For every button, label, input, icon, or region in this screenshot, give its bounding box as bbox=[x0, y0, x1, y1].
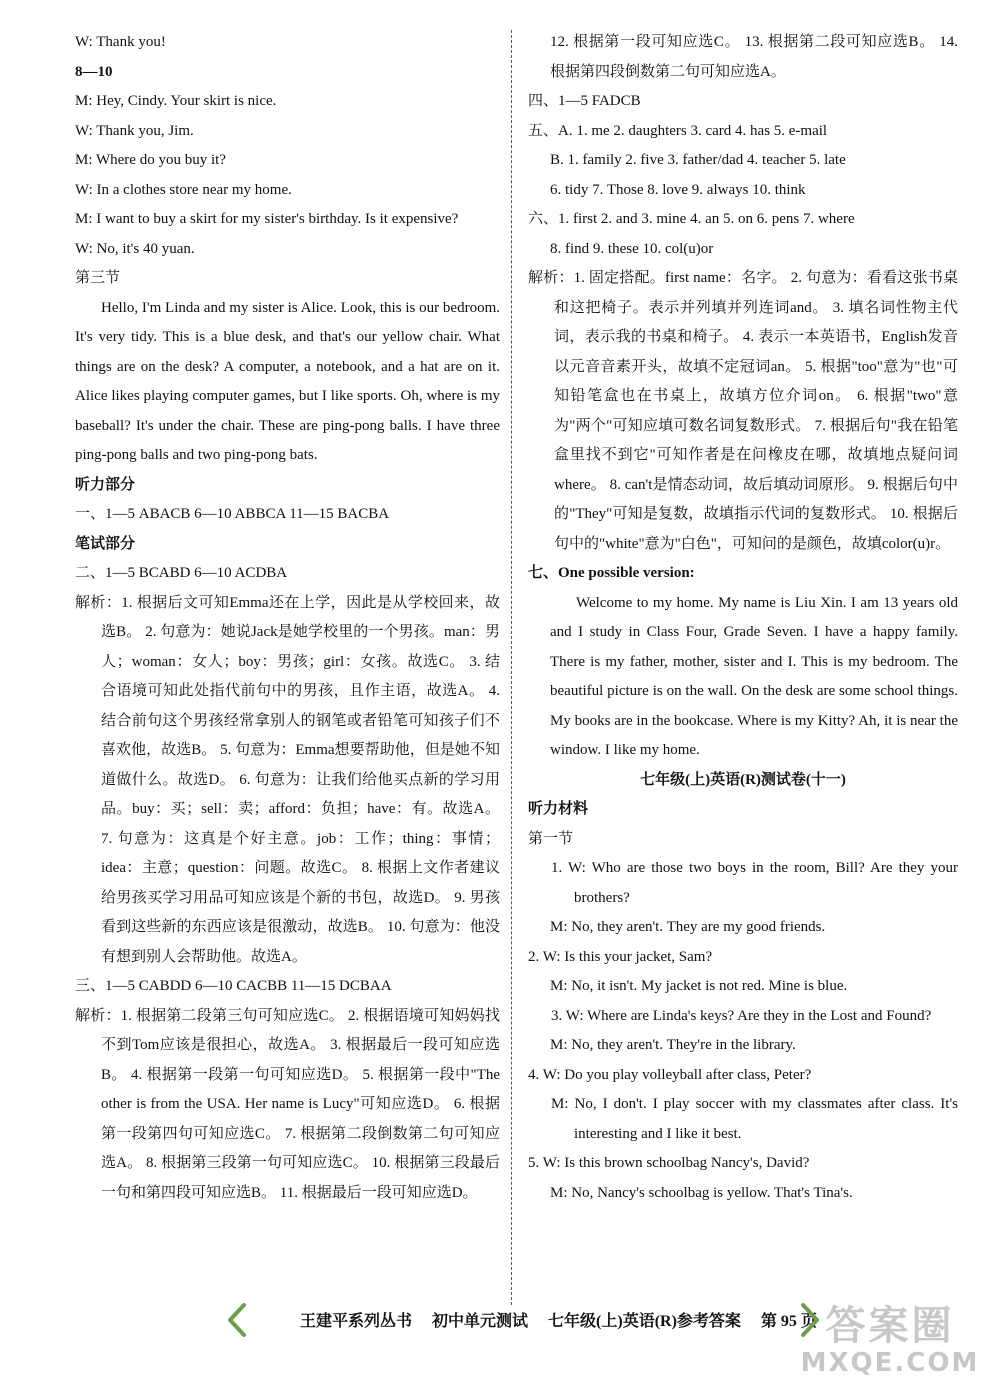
answer-line: 六、1. first 2. and 3. mine 4. an 5. on 6. pens 7. where bbox=[528, 211, 855, 227]
right-column bbox=[528, 28, 958, 1208]
dialogue-line: 4. W: Do you play volleyball after class, Peter? bbox=[528, 1066, 812, 1083]
book-name: 初中单元测试 bbox=[432, 1313, 529, 1330]
watermark bbox=[790, 1303, 990, 1383]
answer-line: 8. find 9. these 10. col(u)or bbox=[550, 240, 714, 257]
explanation: 12. 根据第一段可知应选C。 13. 根据第二段可知应选B。 14. 根据第四段倒数第二句可知应选A。 bbox=[550, 34, 958, 80]
subject-name: 七年级(上)英语(R)参考答案 bbox=[548, 1313, 741, 1330]
dialogue-line: 3. W: Where are Linda's keys? Are they in the Lost and Found? bbox=[551, 1007, 932, 1024]
dialogue-line: M: No, I don't. I play soccer with my classmates after class. It's interesting and I like it best. bbox=[551, 1096, 958, 1142]
dialogue-line: M: No, they aren't. They are my good friends. bbox=[550, 919, 826, 935]
dialogue-line: W: In a clothes store near my home. bbox=[75, 181, 292, 198]
answer-line: 二、1—5 BCABD 6—10 ACDBA bbox=[75, 565, 288, 581]
answer-line: 五、A. 1. me 2. daughters 3. card 4. has 5. e-mail bbox=[528, 122, 828, 139]
column-divider bbox=[511, 30, 512, 1305]
dialogue-line: 2. W: Is this your jacket, Sam? bbox=[528, 948, 713, 965]
essay: Welcome to my home. My name is Liu Xin. I am 13 years old and I study in Class Four, Grade Seven. I have a happy family. There is my father, mother, sister and I. This is my bedroom. The beautiful picture is on the wall. On the desk are some school things. My books are in the bookcase. Where is my Kitty? Ah, it is near the window. I like my home. bbox=[550, 594, 958, 758]
dialogue-line: W: Thank you! bbox=[75, 34, 166, 50]
section-heading: 第三节 bbox=[75, 270, 121, 286]
answer-line: B. 1. family 2. five 3. father/dad 4. teacher 5. late bbox=[550, 152, 846, 168]
answer-line: 三、1—5 CABDD 6—10 CACBB 11—15 DCBAA bbox=[75, 978, 392, 994]
passage: Hello, I'm Linda and my sister is Alice. Look, this is our bedroom. It's very tidy. This is a blue desk, and that's our yellow chair. What things are on the desk? A computer, a notebook, and a hat are on it. Alice likes playing computer games, but I like sports. Oh, where is my baseball? It's under the chair. These are ping-pong balls. I have three ping-pong balls and two ping-pong bats. bbox=[75, 299, 500, 463]
section-heading: 七、One possible version: bbox=[528, 565, 695, 581]
explanation: 解析：1. 固定搭配。first name：名字。 2. 句意为：看看这张书桌和这把椅子。表示并列填并列连词and。 3. 填名词性物主代词，表示我的书桌和椅子。 4. 表示一本英语书，English发音以元音音素开头，故填不定冠词an。 5. 根据"too"意为"也"可知铅笔盒也在书桌上，故填方位介词on。 6. 根据"two"意为"两个"可知应填可数名词复数形式。 7. 根据后句"我在铅笔盒里找不到它"可知作者是在问橡皮在哪，故填地点疑问词where。 8. can't是情态动词，故后填动词原形。 9. 根据后句中的"They"可知是复数，故填指示代词的复数形式。 10. 根据后句中的"white"意为"白色"，可知问的是颜色，故填color(u)r。 bbox=[528, 270, 958, 552]
answer-line: 6. tidy 7. Those 8. love 9. always 10. think bbox=[550, 181, 806, 198]
explanation: 解析：1. 根据第二段第三句可知应选C。 2. 根据语境可知妈妈找不到Tom应该是很担心，故选A。 3. 根据最后一段可知应选B。 4. 根据第一段第一句可知应选D。 5. 根据第一段中"The other is from the USA. Her name is Lucy"可知应选D。 6. 根据第一段第四句可知应选C。 7. 根据第二段倒数第二句可知应选A。 8. 根据第三段第一句可知应选C。 10. 根据第三段最后一句和第四段可知应选B。 11. 根据最后一段可知应选D。 bbox=[75, 1007, 500, 1201]
dialogue-line: W: Thank you, Jim. bbox=[75, 122, 194, 139]
left-column bbox=[75, 28, 500, 1208]
page-suffix: 页 bbox=[800, 1313, 817, 1330]
page-prefix: 第 bbox=[760, 1313, 777, 1330]
dialogue-line: W: No, it's 40 yuan. bbox=[75, 240, 195, 257]
page-number: 95 bbox=[780, 1313, 797, 1330]
watermark-url: MXQE.COM bbox=[800, 1348, 980, 1378]
dialogue-line: M: Hey, Cindy. Your skirt is nice. bbox=[75, 93, 277, 109]
dialogue-line: M: No, they aren't. They're in the library. bbox=[550, 1037, 796, 1053]
dialogue-line: 1. W: Who are those two boys in the room, Bill? Are they your brothers? bbox=[551, 860, 958, 906]
section-heading: 听力部分 bbox=[75, 476, 136, 493]
section-heading: 8—10 bbox=[75, 63, 113, 80]
dialogue-line: M: I want to buy a skirt for my sister's birthday. Is it expensive? bbox=[75, 211, 459, 227]
dialogue-line: M: No, Nancy's schoolbag is yellow. That's Tina's. bbox=[550, 1184, 853, 1201]
footer-text bbox=[300, 1308, 833, 1331]
dialogue-line: 5. W: Is this brown schoolbag Nancy's, David? bbox=[528, 1155, 810, 1171]
test-title: 七年级(上)英语(R)测试卷(十一) bbox=[640, 771, 846, 788]
series-name: 王建平系列丛书 bbox=[300, 1313, 413, 1330]
answer-line: 一、1—5 ABACB 6—10 ABBCA 11—15 BACBA bbox=[75, 506, 390, 522]
dialogue-line: M: Where do you buy it? bbox=[75, 152, 226, 168]
watermark-logo: 答案圈 bbox=[825, 1303, 955, 1349]
section-heading: 笔试部分 bbox=[75, 535, 136, 552]
chevron-left-icon bbox=[225, 1303, 249, 1337]
answer-line: 四、1—5 FADCB bbox=[528, 93, 641, 109]
dialogue-line: M: No, it isn't. My jacket is not red. Mine is blue. bbox=[550, 978, 848, 994]
explanation: 解析：1. 根据后文可知Emma还在上学，因此是从学校回来，故选B。 2. 句意为：她说Jack是她学校里的一个男孩。man：男人；woman：女人；boy：男孩；girl：女孩。故选C。 3. 结合语境可知此处指代前句中的男孩，且作主语，故选A。 4. 结合前句这个男孩经常拿别人的钢笔或者铅笔可知孩子们不喜欢他，故选B。 5. 句意为：Emma想要帮助他，但是她不知道做什么。故选D。 6. 句意为：让我们给他买点新的学习用品。buy：买；sell：卖；afford：负担；have：有。故选A。 7. 句意为：这真是个好主意。job：工作；thing：事情；idea：主意；question：问题。故选C。 8. 根据上文作者建议给男孩买学习用品可知应该是个新的书包，故选D。 9. 男孩看到这些新的东西应该是很激动，故选B。 10. 句意为：他没有想到别人会帮助他。故选A。 bbox=[75, 594, 500, 965]
section-heading: 听力材料 bbox=[528, 801, 589, 817]
section-heading: 第一节 bbox=[528, 830, 574, 847]
